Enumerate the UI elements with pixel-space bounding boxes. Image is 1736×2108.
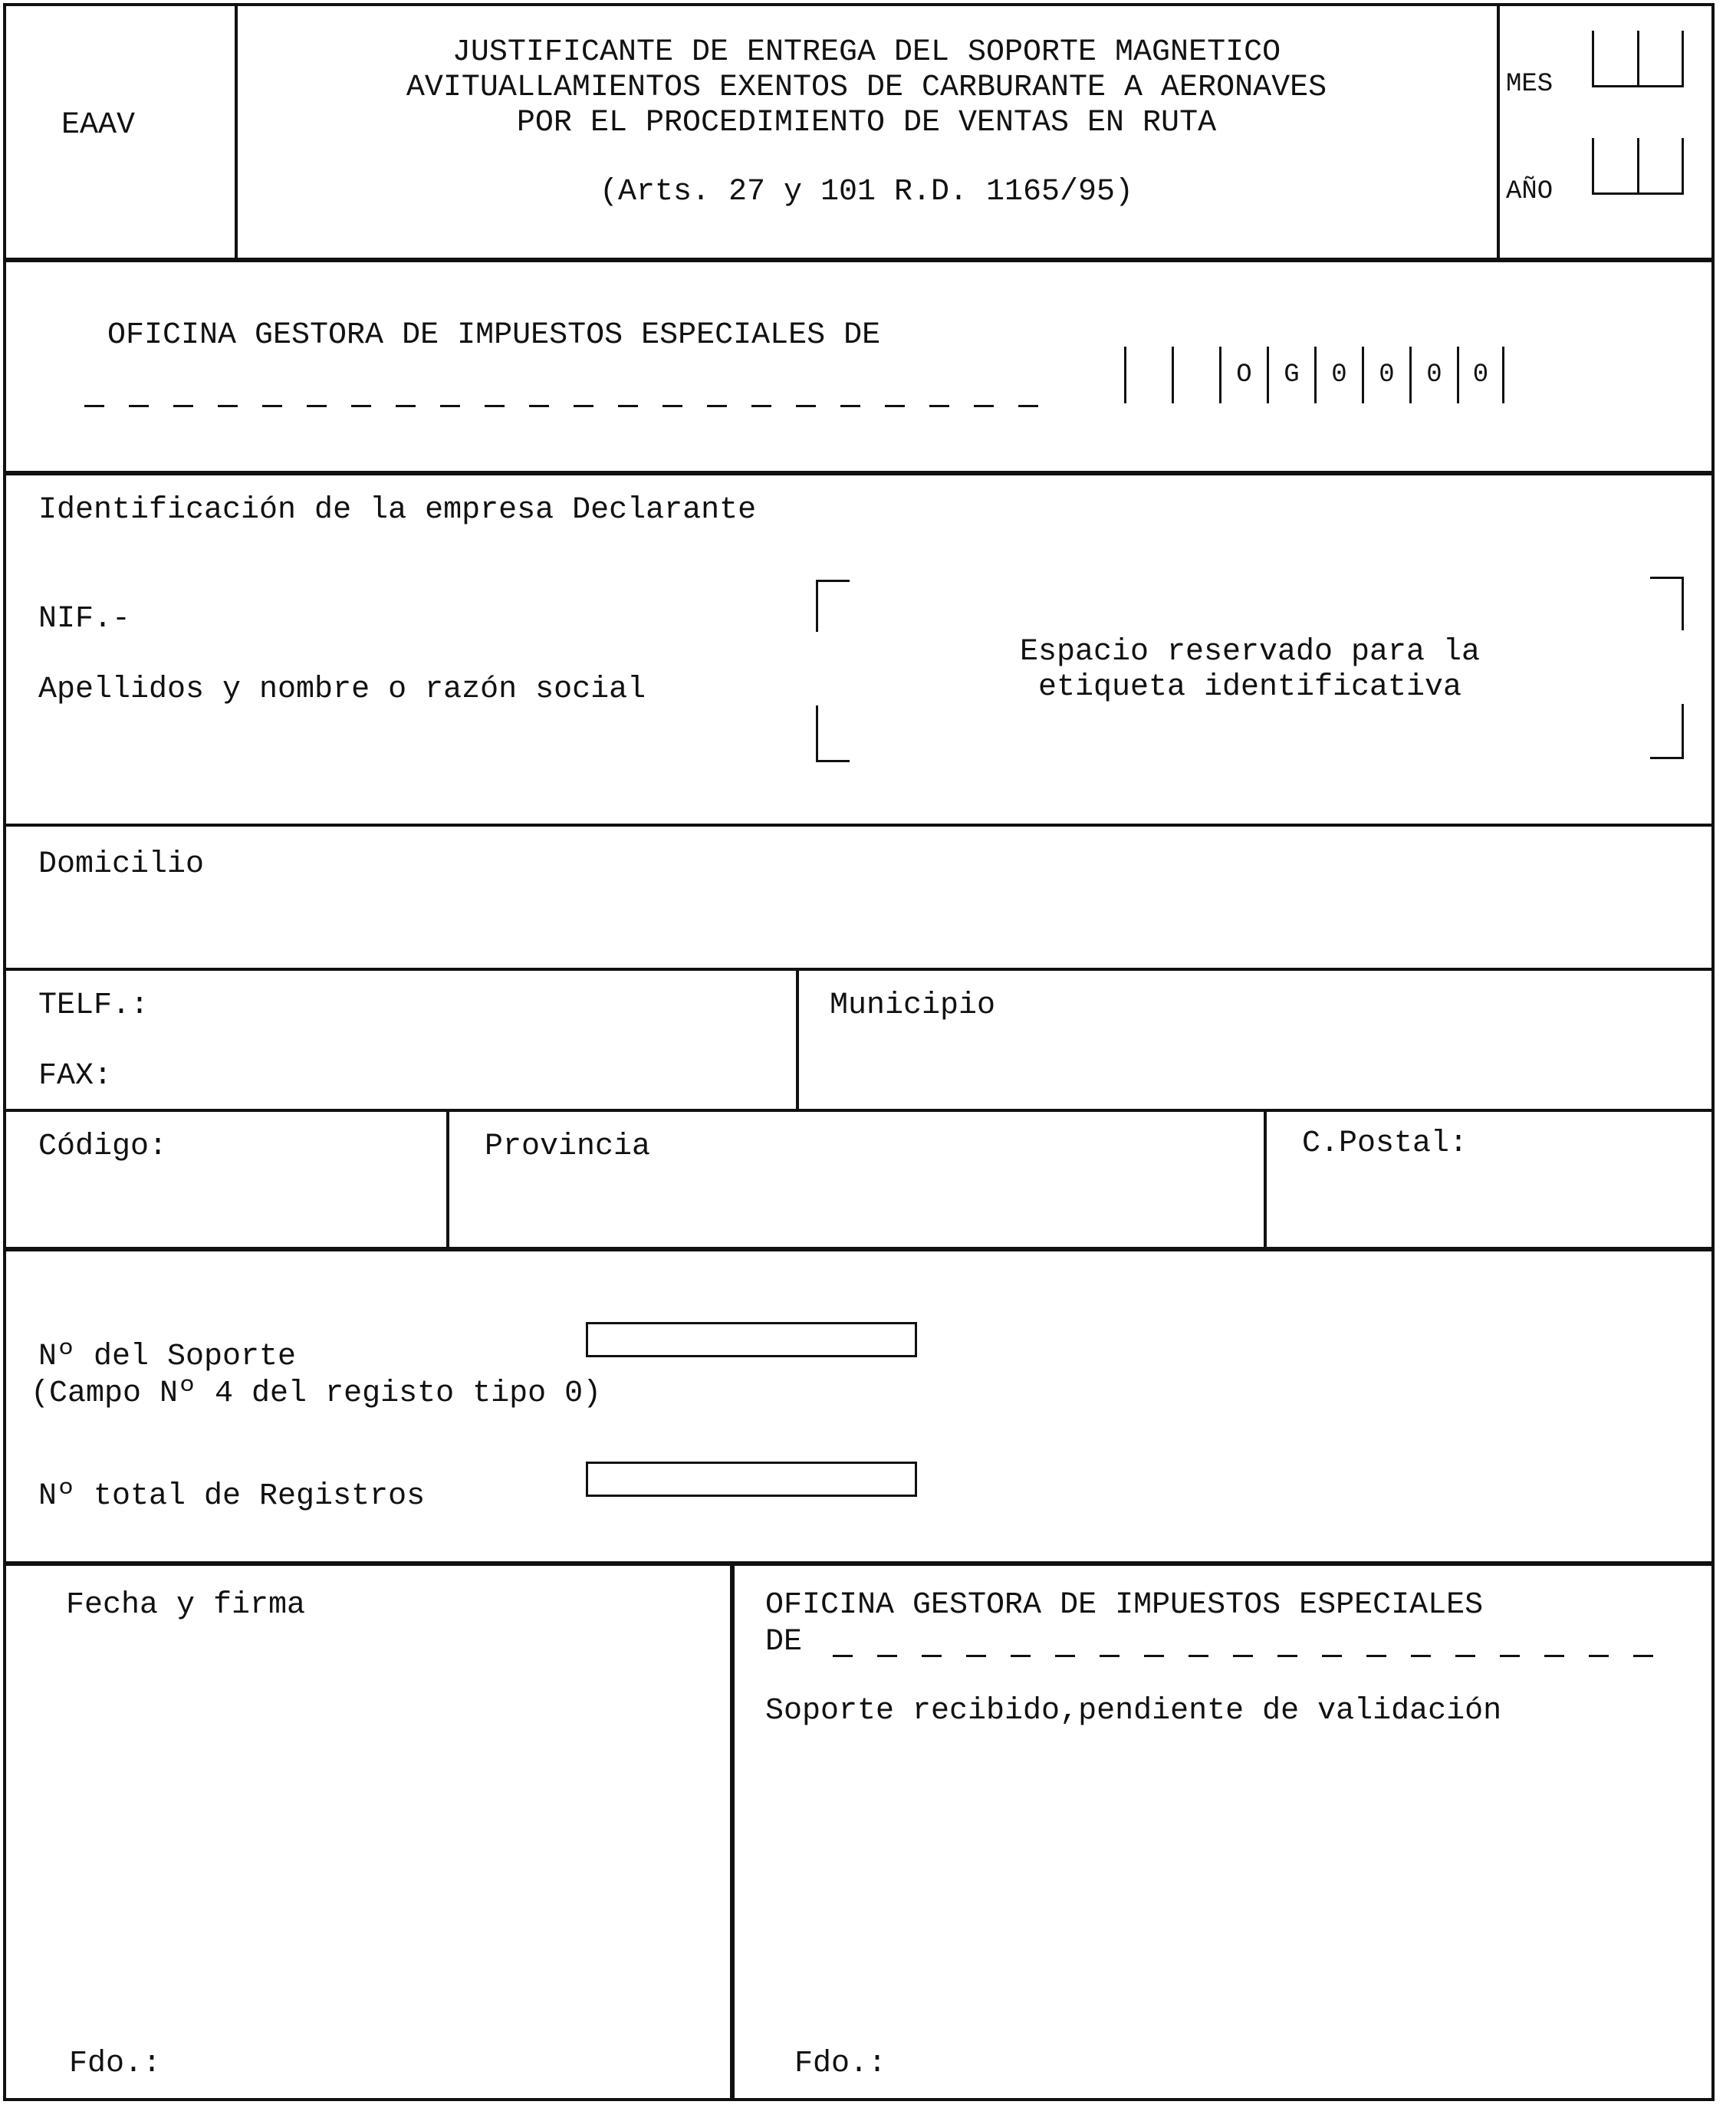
form-title-line-3: POR EL PROCEDIMIENTO DE VENTAS EN RUTA [516, 106, 1217, 140]
label-area-text-1: Espacio reservado para la [1019, 635, 1481, 669]
fax-label: FAX: [38, 1059, 113, 1093]
anio-label: AÑO [1506, 177, 1554, 206]
oficina-receptora-line-1: OFICINA GESTORA DE IMPUESTOS ESPECIALES [765, 1588, 1484, 1623]
form-title-line-1: JUSTIFICANTE DE ENTREGA DEL SOPORTE MAGNETICO [452, 35, 1281, 70]
code-cell: 0 [1362, 347, 1409, 403]
divider-soporte [3, 1561, 1715, 1566]
oficina-label: OFICINA GESTORA DE IMPUESTOS ESPECIALES DE [107, 318, 881, 353]
nif-label: NIF.- [38, 602, 131, 636]
form-title-line-2: AVITUALLAMIENTOS EXENTOS DE CARBURANTE A AERONAVES [406, 71, 1327, 105]
oficina-code-cells[interactable] [1124, 347, 1504, 403]
provincia-label: Provincia [485, 1130, 651, 1164]
divider-header [3, 258, 1715, 262]
divider-direccion [3, 1247, 1715, 1251]
oficina-receptora-fill-line[interactable] [833, 1655, 1676, 1657]
label-area-corner-tl [816, 580, 850, 632]
empresa-heading: Identificación de la empresa Declarante [38, 493, 757, 528]
divider-contacto [3, 1109, 1715, 1112]
mes-boxes[interactable] [1592, 31, 1684, 87]
label-area-corner-bl [816, 705, 850, 762]
vdivider-mes [1497, 3, 1500, 259]
nombre-label: Apellidos y nombre o razón social [38, 673, 646, 707]
municipio-label: Municipio [830, 988, 996, 1023]
soporte-recibido-text: Soporte recibido,pendiente de validación [765, 1694, 1502, 1728]
divider-domicilio [3, 968, 1715, 971]
soporte-campo-label: (Campo Nº 4 del registo tipo 0) [31, 1376, 602, 1411]
form-articles: (Arts. 27 y 101 R.D. 1165/95) [599, 175, 1134, 209]
code-cell: 0 [1409, 347, 1457, 403]
code-cell[interactable] [1124, 347, 1172, 403]
postal-label: C.Postal: [1302, 1126, 1468, 1161]
telf-label: TELF.: [38, 988, 150, 1023]
label-area-corner-tr [1650, 577, 1684, 630]
code-cell: G [1267, 347, 1314, 403]
vdivider-postal [1264, 1110, 1267, 1248]
code-cell[interactable] [1172, 347, 1219, 403]
code-cell: 0 [1314, 347, 1362, 403]
code-cell: 0 [1457, 347, 1504, 403]
codigo-label: Código: [38, 1130, 168, 1164]
registros-field[interactable] [586, 1462, 917, 1497]
fdo-left-label: Fdo.: [69, 2047, 162, 2081]
registros-label: Nº total de Registros [38, 1479, 426, 1514]
vdivider-firma [730, 1566, 735, 2098]
domicilio-label: Domicilio [38, 847, 205, 882]
oficina-receptora-de: DE [765, 1625, 803, 1659]
anio-boxes[interactable] [1592, 138, 1684, 195]
fdo-right-label: Fdo.: [794, 2047, 887, 2081]
soporte-numero-label: Nº del Soporte [38, 1340, 297, 1374]
code-cell: O [1219, 347, 1267, 403]
vdivider-municipio [796, 969, 799, 1110]
vdivider-provincia [446, 1110, 449, 1248]
form-code: EAAV [61, 108, 136, 143]
divider-empresa [3, 824, 1715, 827]
mes-label: MES [1506, 70, 1554, 99]
fecha-firma-label: Fecha y firma [66, 1588, 306, 1623]
label-area-corner-br [1650, 704, 1684, 759]
label-area-text-2: etiqueta identificativa [1037, 670, 1462, 705]
divider-oficina [3, 471, 1715, 475]
oficina-fill-line[interactable] [84, 405, 1043, 407]
soporte-numero-field[interactable] [586, 1322, 917, 1357]
